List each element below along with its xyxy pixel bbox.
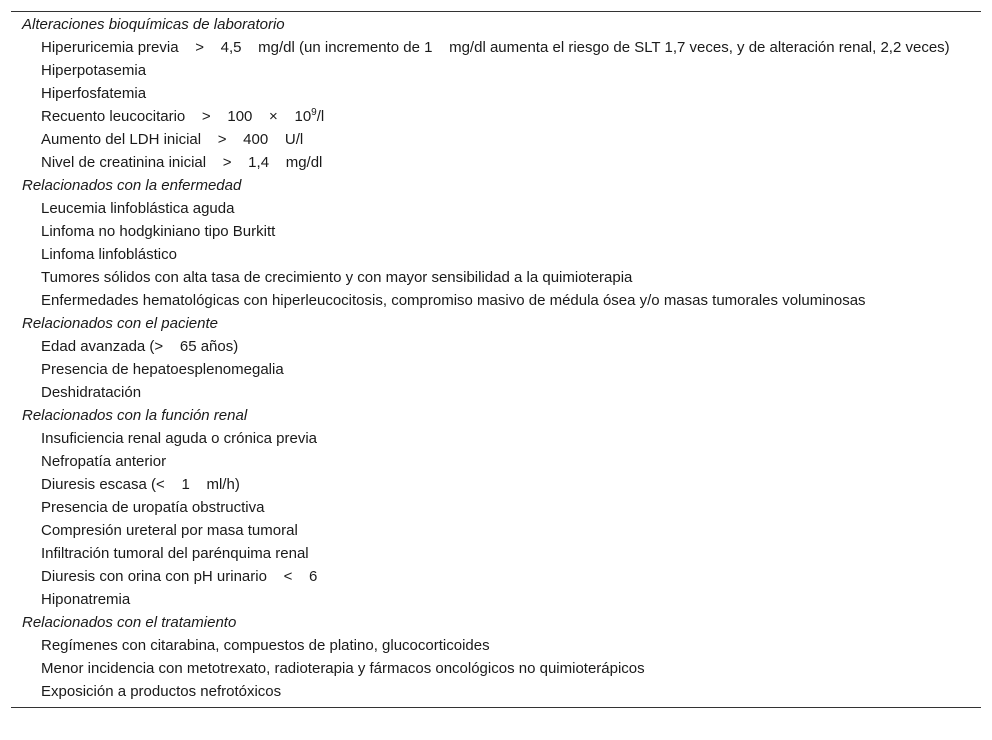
table-row: Hiperuricemia previa > 4,5 mg/dl (un incremento de 1 mg/dl aumenta el riesgo de SLT 1,7 veces, y de alteración renal, 2,2 veces): [41, 39, 950, 56]
risk-factors-table: [11, 11, 981, 708]
table-row: Diuresis escasa (< 1 ml/h): [41, 476, 240, 493]
table-row: Presencia de hepatoesplenomegalia: [41, 361, 284, 378]
table-row: Linfoma no hodgkiniano tipo Burkitt: [41, 223, 276, 240]
table-row: Linfoma linfoblástico: [41, 246, 177, 263]
table-row: Diuresis con orina con pH urinario < 6: [41, 568, 318, 585]
table-row: Tumores sólidos con alta tasa de crecimiento y con mayor sensibilidad a la quimioterapia: [41, 269, 633, 286]
table-row: Edad avanzada (> 65 años): [41, 338, 239, 355]
table-row: Menor incidencia con metotrexato, radioterapia y fármacos oncológicos no quimioterápicos: [41, 660, 645, 677]
table-row: Enfermedades hematológicas con hiperleucocitosis, compromiso masivo de médula ósea y/o masas tumorales voluminosas: [41, 292, 866, 309]
category-heading: Relacionados con la enfermedad: [22, 177, 242, 194]
table-row: Presencia de uropatía obstructiva: [41, 499, 265, 516]
table-row: Compresión ureteral por masa tumoral: [41, 522, 298, 539]
category-heading: Relacionados con el paciente: [22, 315, 218, 332]
table-row: Regímenes con citarabina, compuestos de platino, glucocorticoides: [41, 637, 490, 654]
table-row: [11, 105, 981, 128]
table-row: Aumento del LDH inicial > 400 U/l: [41, 131, 304, 148]
table-row: Exposición a productos nefrotóxicos: [41, 683, 282, 700]
table-row: Hiperpotasemia: [41, 62, 147, 79]
table-row: Nivel de creatinina inicial > 1,4 mg/dl: [41, 154, 323, 171]
table-row: Leucemia linfoblástica aguda: [41, 200, 235, 217]
category-heading: Relacionados con la función renal: [22, 407, 248, 424]
row-unit: /l: [316, 108, 325, 125]
table-row: Hiponatremia: [41, 591, 131, 608]
table-row: Deshidratación: [41, 384, 142, 401]
row-text: Recuento leucocitario > 100 × 10: [41, 108, 312, 125]
table-row: Hiperfosfatemia: [41, 85, 147, 102]
table-row: Infiltración tumoral del parénquima renal: [41, 545, 309, 562]
table-row: Insuficiencia renal aguda o crónica previa: [41, 430, 317, 447]
category-heading: Relacionados con el tratamiento: [22, 614, 237, 631]
category-heading: Alteraciones bioquímicas de laboratorio: [22, 16, 285, 33]
exponent: 9: [311, 107, 317, 118]
table-row: Nefropatía anterior: [41, 453, 167, 470]
